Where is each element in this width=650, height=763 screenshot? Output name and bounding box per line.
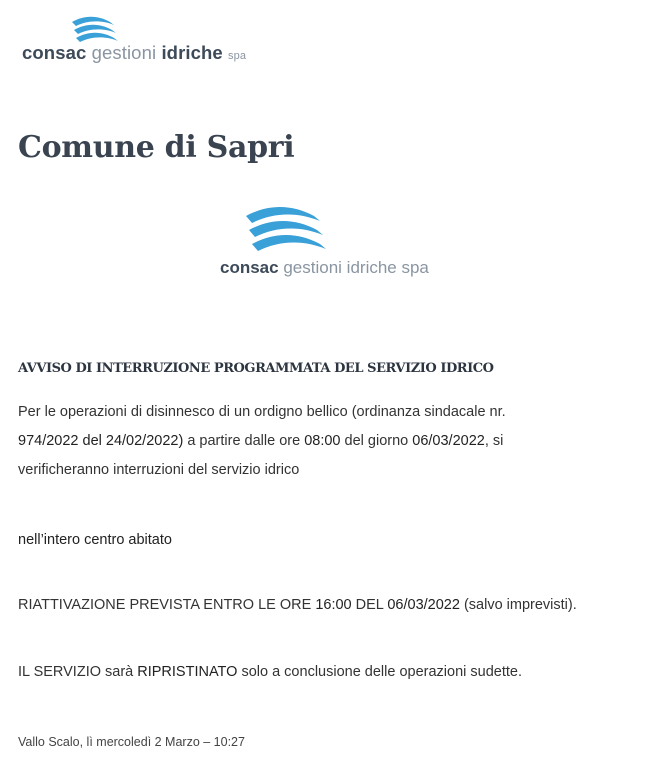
affected-area: nell’intero centro abitato	[18, 532, 172, 548]
waves-logo-icon	[240, 206, 330, 254]
restore-date: 06/03/2022	[387, 597, 460, 613]
notice-text: a partire dalle ore	[183, 433, 305, 449]
service-text: solo a conclusione delle operazioni sudette.	[237, 664, 522, 680]
waves-logo-icon	[68, 16, 120, 44]
notice-line-3: verificheranno interruzioni del servizio idrico	[18, 462, 300, 478]
notice-text: del giorno	[340, 433, 413, 449]
start-time: 08:00	[304, 433, 341, 449]
notice-heading: AVVISO DI INTERRUZIONE PROGRAMMATA DEL SERVIZIO IDRICO	[18, 361, 494, 376]
restore-text: DEL	[351, 597, 388, 613]
brand-idriche-spa: idriche spa	[346, 258, 429, 277]
brand-consac: consac	[22, 42, 87, 63]
brand-wordmark-center	[220, 258, 429, 278]
restore-text: RIATTIVAZIONE PREVISTA ENTRO LE ORE	[18, 597, 316, 613]
page-title: Comune di Sapri	[18, 130, 295, 165]
brand-gestioni: gestioni	[91, 42, 157, 63]
brand-consac: consac	[220, 258, 279, 277]
service-restored: RIPRISTINATO	[137, 664, 238, 680]
notice-text: , si	[484, 433, 504, 449]
start-date: 06/03/2022	[412, 433, 485, 449]
notice-paragraph	[18, 398, 628, 485]
restore-notice	[18, 597, 577, 613]
restore-text: (salvo imprevisti).	[459, 597, 577, 613]
consac-logo-center	[220, 206, 460, 281]
restore-time: 16:00	[315, 597, 352, 613]
brand-spa: spa	[228, 50, 247, 62]
brand-idriche: idriche	[161, 42, 223, 63]
service-text: IL SERVIZIO sarà	[18, 664, 138, 680]
place-date-footer: Vallo Scalo, lì mercoledì 2 Marzo – 10:27	[18, 735, 245, 749]
service-notice	[18, 664, 522, 680]
ordinance-ref: 974/2022 del 24/02/2022)	[18, 433, 184, 449]
brand-wordmark	[22, 42, 246, 64]
notice-line-1: Per le operazioni di disinnesco di un ordigno bellico (ordinanza sindacale nr.	[18, 404, 506, 420]
brand-gestioni: gestioni	[283, 258, 342, 277]
consac-logo-header	[22, 16, 292, 68]
